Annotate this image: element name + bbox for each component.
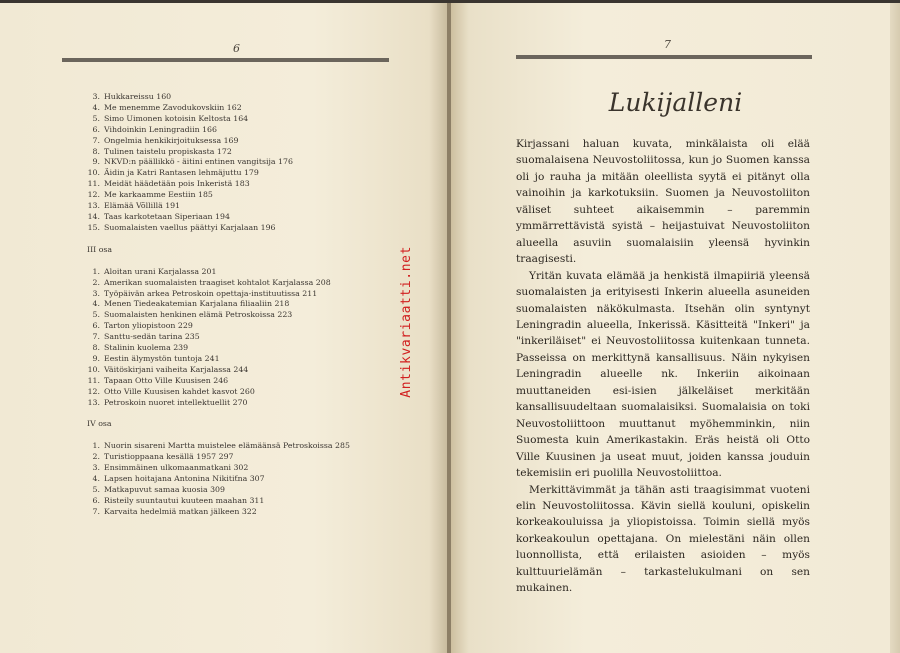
toc-entry [87, 103, 387, 114]
toc-entry [87, 321, 387, 332]
toc-entry [87, 114, 387, 125]
toc-entry [87, 168, 387, 179]
toc-entry [87, 507, 387, 518]
body-text [516, 136, 810, 597]
toc-entry-number: 12. [87, 386, 100, 396]
toc-entry-number: 12. [87, 190, 100, 200]
toc-entry-number: 7. [92, 332, 100, 342]
toc-entry-title: Matkapuvut samaa kuosia 309 [104, 485, 225, 494]
toc-entry-number: 14. [87, 211, 100, 221]
toc-entry-number: 4. [92, 102, 100, 112]
left-header-rule [62, 58, 389, 62]
toc-entry-number: 8. [92, 343, 100, 353]
table-of-contents [87, 92, 387, 518]
toc-entry-title: Ongelmia henkikirjoituksessa 169 [104, 135, 239, 145]
toc-entry-number: 13. [87, 201, 100, 211]
toc-entry [87, 92, 387, 103]
toc-entry [87, 289, 387, 300]
toc-entry-title: Karvaita hedelmiä matkan jälkeen 322 [104, 506, 257, 516]
toc-entry [87, 496, 387, 507]
toc-entry-title: Stalinin kuolema 239 [104, 343, 189, 353]
toc-entry-title: Meidät häädetään pois Inkeristä 183 [104, 179, 250, 189]
toc-entry-title: Työpäivän arkea Petroskoin opettaja-instituutissa 211 [104, 288, 318, 298]
toc-entry-number: 3. [92, 288, 100, 298]
toc-entry-title: Petroskoin nuoret intellektuellit 270 [104, 397, 248, 407]
toc-entry-title: Taas karkotetaan Siperiaan 194 [104, 211, 230, 221]
toc-entry-title: Amerikan suomalaisten traagiset kohtalot Karjalassa 208 [104, 277, 331, 287]
toc-entry [87, 310, 387, 321]
toc-entry-title: Suomalaisten vaellus päättyi Karjalaan 196 [104, 222, 276, 232]
toc-entry [87, 147, 387, 158]
toc-entry-title: Simo Uimonen kotoisin Keltosta 164 [104, 113, 249, 123]
toc-entry-title: Vihdoinkin Leningradiin 166 [104, 124, 217, 134]
toc-entry-number: 7. [92, 135, 100, 145]
left-page-number: 6 [233, 42, 240, 55]
right-page-number: 7 [664, 38, 671, 51]
toc-entry-number: 5. [92, 485, 100, 494]
toc-entry-title: NKVD:n päällikkö - äitini entinen vangitsija 176 [104, 157, 293, 167]
toc-entry-number: 11. [87, 375, 100, 385]
toc-entry-number: 4. [92, 299, 100, 309]
toc-entry-number: 10. [87, 168, 100, 178]
toc-entry-number: 10. [87, 364, 100, 374]
chapter-title: Lukijalleni [608, 88, 743, 117]
toc-entry-number: 11. [87, 179, 100, 189]
toc-entry-title: Nuorin sisareni Martta muistelee elämäänsä Petroskoissa 285 [104, 441, 350, 451]
toc-entry [87, 365, 387, 376]
toc-entry-title: Eestin älymystön tuntoja 241 [104, 353, 220, 363]
toc-entry [87, 398, 387, 409]
toc-entry-title: Äidin ja Katri Rantasen lehmäjuttu 179 [104, 168, 259, 178]
toc-entry-number: 13. [87, 397, 100, 407]
watermark: Antikvariaatti.net [399, 246, 414, 398]
toc-entry-title: Tarton yliopistoon 229 [104, 321, 193, 331]
toc-entry [87, 223, 387, 234]
toc-entry-title: Tapaan Otto Ville Kuusisen 246 [104, 375, 229, 385]
toc-entry [87, 190, 387, 201]
part3-heading: III osa [87, 244, 113, 254]
toc-entry [87, 125, 387, 136]
toc-entry [87, 474, 387, 485]
part2-list [87, 92, 387, 234]
toc-entry [87, 212, 387, 223]
toc-entry [87, 452, 387, 463]
toc-entry [87, 299, 387, 310]
toc-entry-title: Me menemme Zavodukovskiin 162 [104, 102, 242, 112]
part3-list [87, 267, 387, 409]
toc-entry-title: Lapsen hoitajana Antonina Nikitiťna 307 [104, 474, 265, 484]
toc-entry [87, 387, 387, 398]
toc-entry-number: 4. [92, 474, 100, 484]
toc-entry-number: 9. [92, 157, 100, 167]
toc-entry-title: Ensimmäinen ulkomaanmatkani 302 [104, 463, 249, 473]
toc-entry-title: Otto Ville Kuusisen kahdet kasvot 260 [104, 386, 255, 396]
toc-entry-title: Hukkareissu 160 [104, 92, 172, 101]
toc-entry-number: 5. [92, 310, 100, 320]
toc-entry-number: 2. [92, 452, 100, 462]
toc-entry-title: Risteily suuntautui kuuteen maahan 311 [104, 495, 265, 505]
paragraph-2: Yritän kuvata elämää ja henkistä ilmapiiriä yleensä suomalaisten ja erityisesti Inkerin alueella asuneiden suomalaisten näkökulmasta. Itsehän olin syntynyt Leningradin alueella, Inkerissä. Käsitteitä "Inkeri" ja "inkeriläiset" ei Neuvostoliitossa kuitenkaan tunneta. Passeissa on merkittynä kansallisuus. Näin nykyisen Leningradin alueelle nk. Inkeriin aikoinaan muuttaneiden esi-isien jälkeläiset merkitään kansallisuudeltaan suomalaisiksi. Suomalaisia on toki Neuvostoliittoon muuttanut myöhemminkin, niin Suomesta kuin Amerikastakin. Eräs heistä oli Otto Ville Kuusinen ja useat muut, joiden kanssa jouduin tekemisiin eri puolilla Neuvostoliittoa. [516, 269, 810, 480]
toc-entry [87, 376, 387, 387]
toc-entry-number: 1. [92, 266, 100, 276]
toc-entry [87, 441, 387, 452]
paragraph-3: Merkittävimmät ja tähän asti traagisimmat vuoteni elin Neuvostoliitossa. Kävin siellä kouluni, opiskelin korkeakouluissa ja yliopistoissa. Toimin siellä myös korkeakoulun opettajana. On mielestäni näin ollen luonnollista, että erilaisten asioiden – myös kulttuurielämän – tarkastelukulmani on sen mukainen. [516, 483, 810, 595]
toc-entry [87, 354, 387, 365]
toc-entry-title: Suomalaisten henkinen elämä Petroskoissa 223 [104, 310, 293, 320]
toc-entry-number: 1. [92, 441, 100, 451]
toc-entry [87, 278, 387, 289]
part4-list [87, 441, 387, 517]
toc-entry-title: Santtu-sedän tarina 235 [104, 332, 200, 342]
toc-entry [87, 201, 387, 212]
toc-entry [87, 343, 387, 354]
toc-entry-number: 5. [92, 113, 100, 123]
toc-entry-number: 6. [92, 321, 100, 331]
toc-entry-number: 2. [92, 277, 100, 287]
toc-entry-title: Elämää Võllillä 191 [104, 201, 181, 211]
toc-entry-number: 8. [92, 146, 100, 156]
toc-entry-number: 6. [92, 124, 100, 134]
toc-entry-number: 6. [92, 495, 100, 505]
toc-entry-number: 15. [87, 222, 100, 232]
paragraph-1: Kirjassani haluan kuvata, minkälaista oli elää suomalaisena Neuvostoliitossa, kun jo Suomen kanssa oli jo rauha ja mitään oleellista syytä ei pitänyt olla vainoihin ja karkotuksiin. Suomen ja Neuvostoliiton väliset suhteet aikaisemmin – paremmin ymmärrettävistä syistä – heijastuivat Neuvostoliiton alueella asuviin suomalaisiin yleensä hyvinkin traagisesti. [516, 138, 810, 266]
toc-entry-number: 7. [92, 506, 100, 516]
toc-entry [87, 463, 387, 474]
toc-entry-number: 3. [92, 92, 100, 101]
toc-entry [87, 179, 387, 190]
toc-entry [87, 332, 387, 343]
toc-entry-title: Me karkaamme Eestiin 185 [104, 190, 213, 200]
toc-entry [87, 157, 387, 168]
right-header-rule [516, 55, 812, 59]
toc-entry [87, 267, 387, 278]
toc-entry-number: 3. [92, 463, 100, 473]
toc-entry-title: Turistioppaana kesällä 1957 297 [104, 452, 234, 462]
toc-entry-title: Aloitan urani Karjalassa 201 [104, 266, 217, 276]
toc-entry-title: Menen Tiedeakatemian Karjalana filiaaliin 218 [104, 299, 290, 309]
part4-heading: IV osa [87, 419, 112, 429]
toc-entry-title: Väitöskirjani vaiheita Karjalassa 244 [104, 364, 249, 374]
toc-entry-number: 9. [92, 353, 100, 363]
toc-entry-title: Tulinen taistelu propiskasta 172 [104, 146, 232, 156]
toc-entry [87, 136, 387, 147]
toc-entry [87, 485, 387, 496]
